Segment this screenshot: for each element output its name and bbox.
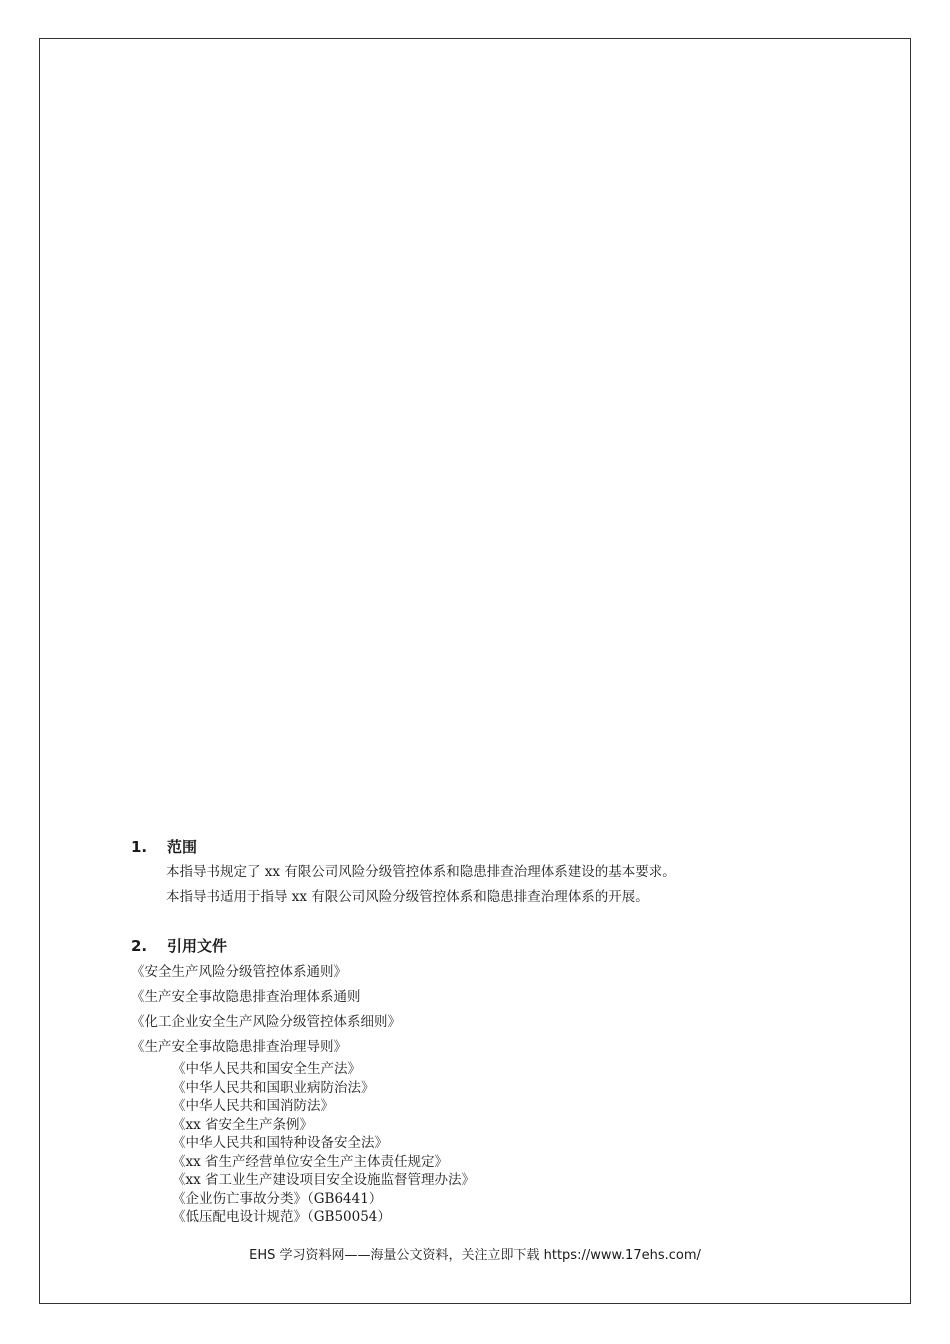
section-number: 2.: [131, 937, 148, 955]
reference-sub-item: 《低压配电设计规范》（GB50054）: [172, 1209, 391, 1225]
section-heading-references: [131, 936, 227, 956]
reference-sub-item: 《xx 省安全生产条例》: [172, 1116, 314, 1133]
reference-sub-item: 《中华人民共和国职业病防治法》: [172, 1079, 375, 1096]
reference-item: 《生产安全事故隐患排查治理体系通则: [131, 989, 361, 1005]
reference-sub-item: 《中华人民共和国特种设备安全法》: [172, 1135, 388, 1151]
reference-sub-item: 《中华人民共和国消防法》: [172, 1098, 334, 1114]
reference-sub-item: 《xx 省工业生产建设项目安全设施监督管理办法》: [172, 1172, 476, 1188]
scope-paragraph: 本指导书规定了 xx 有限公司风险分级管控体系和隐患排查治理体系建设的基本要求。: [166, 864, 676, 880]
reference-sub-item: 《企业伤亡事故分类》（GB6441）: [172, 1190, 383, 1207]
page-footer: EHS 学习资料网——海量公文资料，关注立即下载 https://www.17ehs.com/: [249, 1248, 701, 1263]
reference-sub-list: [172, 1060, 475, 1227]
section-title: 引用文件: [167, 937, 228, 955]
section-heading-scope: [131, 837, 197, 857]
reference-item: 《生产安全事故隐患排查治理导则》: [131, 1039, 347, 1055]
reference-sub-item: 《中华人民共和国安全生产法》: [172, 1061, 361, 1077]
reference-item: 《化工企业安全生产风险分级管控体系细则》: [131, 1014, 401, 1030]
section-title: 范围: [167, 838, 198, 856]
section-number: 1.: [131, 838, 148, 856]
reference-sub-item: 《xx 省生产经营单位安全生产主体责任规定》: [172, 1153, 449, 1170]
scope-paragraph: 本指导书适用于指导 xx 有限公司风险分级管控体系和隐患排查治理体系的开展。: [166, 889, 649, 905]
reference-item: 《安全生产风险分级管控体系通则》: [131, 964, 347, 980]
